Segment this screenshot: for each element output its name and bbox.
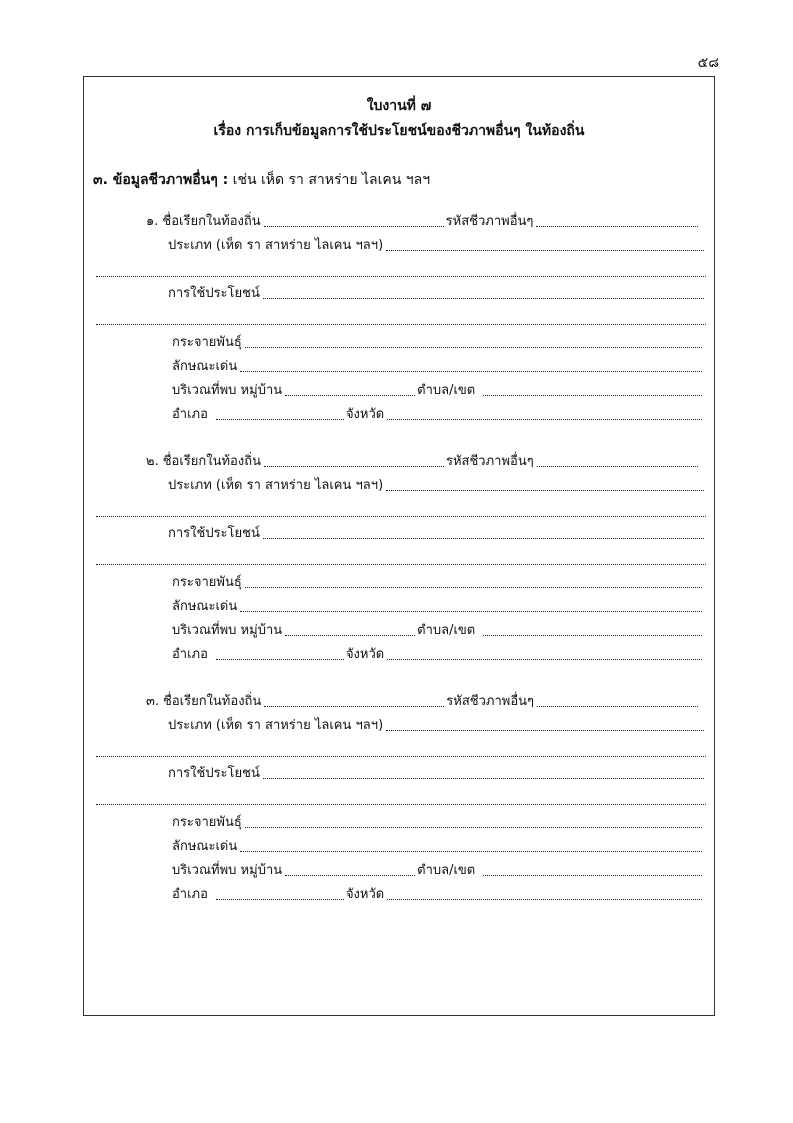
local-name-label: ชื่อเรียกในท้องถิ่น bbox=[162, 454, 261, 469]
usage-continuation-line[interactable] bbox=[96, 563, 706, 565]
entry-local-name-row bbox=[146, 453, 700, 471]
entry-location-row bbox=[172, 622, 704, 640]
entry-district-row bbox=[172, 406, 704, 424]
district-label: อำเภอ bbox=[172, 647, 208, 662]
distribution-field[interactable] bbox=[245, 826, 702, 828]
district-field[interactable] bbox=[216, 898, 344, 900]
usage-continuation-line[interactable] bbox=[96, 803, 706, 805]
usage-continuation-line[interactable] bbox=[96, 323, 706, 325]
subdistrict-field[interactable] bbox=[483, 874, 702, 876]
usage-field[interactable] bbox=[263, 297, 704, 299]
type-field[interactable] bbox=[386, 249, 704, 251]
local-name-field[interactable] bbox=[264, 465, 444, 467]
worksheet-frame bbox=[83, 76, 715, 1016]
entry-usage-row bbox=[168, 285, 706, 303]
distribution-field[interactable] bbox=[245, 586, 702, 588]
subdistrict-label: ตำบล/เขต bbox=[417, 863, 476, 878]
type-label: ประเภท (เห็ด รา สาหร่าย ไลเคน ฯลฯ) bbox=[168, 238, 384, 253]
type-field[interactable] bbox=[386, 729, 704, 731]
code-field[interactable] bbox=[537, 465, 698, 467]
entry-number: ๒. bbox=[146, 454, 159, 469]
features-field[interactable] bbox=[240, 850, 702, 852]
entry-local-name-row bbox=[146, 213, 700, 231]
village-field[interactable] bbox=[285, 634, 415, 636]
usage-field[interactable] bbox=[263, 777, 704, 779]
section-heading bbox=[93, 169, 430, 191]
section-heading-text: เช่น เห็ด รา สาหร่าย ไลเคน ฯลฯ bbox=[228, 172, 431, 188]
subdistrict-field[interactable] bbox=[483, 634, 702, 636]
district-label: อำเภอ bbox=[172, 887, 208, 902]
type-continuation-line[interactable] bbox=[96, 755, 706, 757]
entry-district-row bbox=[172, 886, 704, 904]
usage-field[interactable] bbox=[263, 537, 704, 539]
local-name-field[interactable] bbox=[264, 225, 444, 227]
usage-label: การใช้ประโยชน์ bbox=[168, 766, 260, 781]
worksheet-subtitle: เรื่อง การเก็บข้อมูลการใช้ประโยชน์ของชีวภาพอื่นๆ ในท้องถิ่น bbox=[213, 123, 585, 139]
entry-district-row bbox=[172, 646, 704, 664]
page-number: ๕๘ bbox=[697, 55, 719, 71]
features-field[interactable] bbox=[240, 370, 702, 372]
entry-usage-row bbox=[168, 765, 706, 783]
distribution-label: กระจายพันธุ์ bbox=[172, 815, 242, 830]
local-name-field[interactable] bbox=[264, 705, 444, 707]
features-field[interactable] bbox=[240, 610, 702, 612]
worksheet-title: ใบงานที่ ๗ bbox=[366, 98, 432, 114]
code-field[interactable] bbox=[537, 705, 698, 707]
village-field[interactable] bbox=[285, 874, 415, 876]
features-label: ลักษณะเด่น bbox=[172, 599, 238, 614]
province-label: จังหวัด bbox=[345, 647, 385, 662]
type-field[interactable] bbox=[386, 489, 704, 491]
entry-features-row bbox=[172, 358, 704, 376]
entry-number: ๑. bbox=[146, 214, 159, 229]
distribution-field[interactable] bbox=[245, 346, 702, 348]
entry-type-row bbox=[168, 717, 706, 735]
entry-location-row bbox=[172, 382, 704, 400]
section-heading-bold: ๓. ข้อมูลชีวภาพอื่นๆ : bbox=[93, 172, 229, 188]
subdistrict-label: ตำบล/เขต bbox=[417, 383, 476, 398]
district-field[interactable] bbox=[216, 658, 344, 660]
entry-local-name-row bbox=[146, 693, 700, 711]
village-field[interactable] bbox=[285, 394, 415, 396]
entry-features-row bbox=[172, 598, 704, 616]
code-field[interactable] bbox=[536, 225, 698, 227]
distribution-label: กระจายพันธุ์ bbox=[172, 575, 242, 590]
type-continuation-line[interactable] bbox=[96, 515, 706, 517]
province-label: จังหวัด bbox=[345, 887, 385, 902]
subdistrict-label: ตำบล/เขต bbox=[417, 623, 476, 638]
entry-type-row bbox=[168, 237, 706, 255]
entry-distribution-row bbox=[172, 814, 704, 832]
found-village-label: บริเวณที่พบ หมู่บ้าน bbox=[172, 863, 283, 878]
features-label: ลักษณะเด่น bbox=[172, 359, 238, 374]
province-field[interactable] bbox=[387, 658, 702, 660]
entry-number: ๓. bbox=[146, 694, 160, 709]
province-label: จังหวัด bbox=[345, 407, 385, 422]
code-label: รหัสชีวภาพอื่นๆ bbox=[445, 454, 534, 469]
type-continuation-line[interactable] bbox=[96, 275, 706, 277]
code-label: รหัสชีวภาพอื่นๆ bbox=[445, 214, 534, 229]
province-field[interactable] bbox=[387, 418, 702, 420]
district-field[interactable] bbox=[216, 418, 344, 420]
code-label: รหัสชีวภาพอื่นๆ bbox=[446, 694, 535, 709]
type-label: ประเภท (เห็ด รา สาหร่าย ไลเคน ฯลฯ) bbox=[168, 718, 384, 733]
type-label: ประเภท (เห็ด รา สาหร่าย ไลเคน ฯลฯ) bbox=[168, 478, 384, 493]
found-village-label: บริเวณที่พบ หมู่บ้าน bbox=[172, 623, 283, 638]
entry-usage-row bbox=[168, 525, 706, 543]
found-village-label: บริเวณที่พบ หมู่บ้าน bbox=[172, 383, 283, 398]
entry-features-row bbox=[172, 838, 704, 856]
entry-distribution-row bbox=[172, 334, 704, 352]
entry-location-row bbox=[172, 862, 704, 880]
usage-label: การใช้ประโยชน์ bbox=[168, 286, 260, 301]
features-label: ลักษณะเด่น bbox=[172, 839, 238, 854]
local-name-label: ชื่อเรียกในท้องถิ่น bbox=[163, 694, 262, 709]
local-name-label: ชื่อเรียกในท้องถิ่น bbox=[162, 214, 261, 229]
usage-label: การใช้ประโยชน์ bbox=[168, 526, 260, 541]
distribution-label: กระจายพันธุ์ bbox=[172, 335, 242, 350]
entry-type-row bbox=[168, 477, 706, 495]
district-label: อำเภอ bbox=[172, 407, 208, 422]
entry-distribution-row bbox=[172, 574, 704, 592]
province-field[interactable] bbox=[387, 898, 702, 900]
subdistrict-field[interactable] bbox=[483, 394, 702, 396]
